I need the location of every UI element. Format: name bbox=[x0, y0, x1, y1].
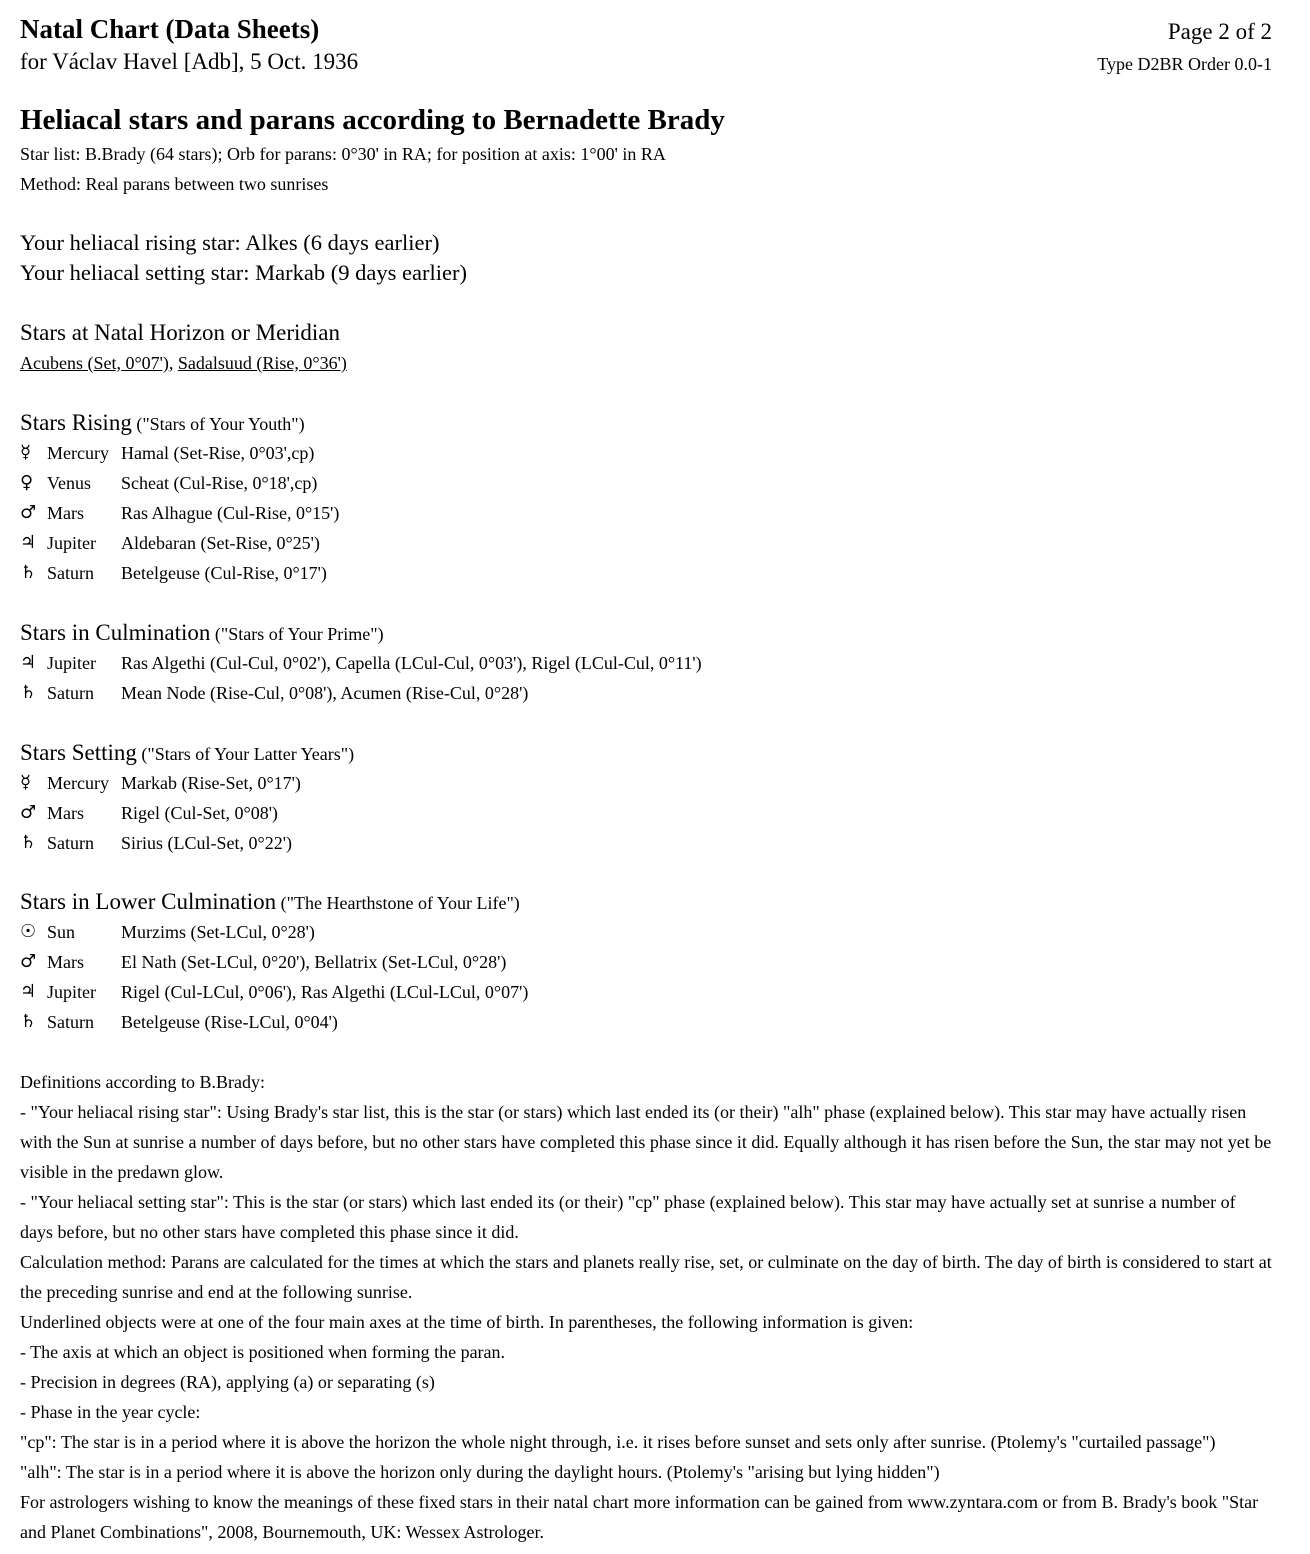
section-title: Stars in Lower Culmination bbox=[20, 889, 277, 914]
definition-line: "alh": The star is in a period where it is above the horizon only during the daylight hours. (Ptolemy's "arising but lying hidden") bbox=[20, 1462, 940, 1482]
star-list-line: Star list: B.Brady (64 stars); Orb for parans: 0°30' in RA; for position at axis: 1°00' in RA bbox=[20, 144, 666, 164]
mars-icon: ♂ bbox=[20, 502, 37, 523]
paran-stars: Ras Alhague (Cul-Rise, 0°15') bbox=[121, 503, 340, 523]
paran-stars: Rigel (Cul-Set, 0°08') bbox=[121, 803, 278, 823]
section-note: ("Stars of Your Prime") bbox=[214, 624, 384, 644]
saturn-icon: ♄ bbox=[20, 1011, 37, 1032]
section-heading bbox=[20, 618, 384, 648]
section-title: Stars in Culmination bbox=[20, 620, 211, 645]
section-heading bbox=[20, 408, 305, 438]
paran-stars: Scheat (Cul-Rise, 0°18',cp) bbox=[121, 473, 318, 493]
horizon-star: Acubens (Set, 0°07') bbox=[20, 353, 169, 373]
horizon-separator: , bbox=[168, 353, 178, 373]
definition-line: Underlined objects were at one of the four main axes at the time of birth. In parentheses, the following information is given: bbox=[20, 1312, 914, 1332]
planet-name: Jupiter bbox=[47, 653, 96, 673]
paran-stars: Hamal (Set-Rise, 0°03',cp) bbox=[121, 443, 315, 463]
mercury-icon: ☿ bbox=[20, 772, 32, 793]
definitions-block bbox=[20, 1067, 1272, 1547]
planet-name: Jupiter bbox=[47, 533, 96, 553]
paran-stars: Markab (Rise-Set, 0°17') bbox=[121, 773, 301, 793]
horizon-heading: Stars at Natal Horizon or Meridian bbox=[20, 320, 340, 345]
planet-name: Saturn bbox=[47, 833, 94, 853]
planet-name: Venus bbox=[47, 473, 91, 493]
planet-name: Mars bbox=[47, 503, 84, 523]
document-subtitle: for Václav Havel [Adb], 5 Oct. 1936 bbox=[20, 49, 359, 74]
planet-name: Jupiter bbox=[47, 982, 96, 1002]
planet-name: Saturn bbox=[47, 563, 94, 583]
section-note: ("Stars of Your Latter Years") bbox=[141, 744, 355, 764]
mars-icon: ♂ bbox=[20, 951, 37, 972]
planet-name: Mars bbox=[47, 952, 84, 972]
horizon-stars bbox=[20, 348, 347, 378]
heliacal-setting-star: Your heliacal setting star: Markab (9 days earlier) bbox=[20, 260, 467, 285]
section-main-title: Heliacal stars and parans according to Bernadette Brady bbox=[20, 104, 725, 136]
saturn-icon: ♄ bbox=[20, 562, 37, 583]
definition-line: "cp": The star is in a period where it is above the horizon the whole night through, i.e. it rises before sunset and sets only after sunrise. (Ptolemy's "curtailed passage") bbox=[20, 1432, 1216, 1452]
jupiter-icon: ♃ bbox=[20, 652, 37, 673]
section-heading bbox=[20, 738, 354, 768]
definition-line: - "Your heliacal rising star": Using Brady's star list, this is the star (or stars) which last ended its (or their) "alh" phase (explained below). This star may have actually risen with the Sun at sunrise a number of days before, but no other stars have completed this phase since it did. Equally although it has risen before the Sun, the star may not yet be visible in the predawn glow. bbox=[20, 1102, 1272, 1182]
section-note: ("Stars of Your Youth") bbox=[136, 414, 305, 434]
planet-name: Mars bbox=[47, 803, 84, 823]
heliacal-rising-star: Your heliacal rising star: Alkes (6 days earlier) bbox=[20, 230, 440, 255]
data-sheet-page bbox=[20, 0, 1272, 1542]
page-header bbox=[20, 0, 1272, 80]
definition-line: For astrologers wishing to know the meanings of these fixed stars in their natal chart more information can be gained from www.zyntara.com or from B. Brady's book "Star and Planet Combinations", 2008, Bournemouth, UK: Wessex Astrologer. bbox=[20, 1492, 1259, 1542]
section-title: Stars Setting bbox=[20, 740, 137, 765]
mercury-icon: ☿ bbox=[20, 442, 32, 463]
paran-stars: Murzims (Set-LCul, 0°28') bbox=[121, 922, 315, 942]
planet-name: Saturn bbox=[47, 683, 94, 703]
page-number: Page 2 of 2 bbox=[1167, 19, 1272, 44]
definition-line: - Precision in degrees (RA), applying (a) or separating (s) bbox=[20, 1372, 435, 1392]
planet-name: Mercury bbox=[47, 443, 109, 463]
venus-icon: ♀ bbox=[20, 472, 34, 493]
section-title: Stars Rising bbox=[20, 410, 132, 435]
paran-stars: Mean Node (Rise-Cul, 0°08'), Acumen (Rise-Cul, 0°28') bbox=[121, 683, 529, 703]
planet-name: Saturn bbox=[47, 1012, 94, 1032]
definition-line: - "Your heliacal setting star": This is the star (or stars) which last ended its (or their) "cp" phase (explained below). This star may have actually set at sunrise a number of days before, but no other stars have completed this phase since it did. bbox=[20, 1192, 1236, 1242]
paran-stars: El Nath (Set-LCul, 0°20'), Bellatrix (Set-LCul, 0°28') bbox=[121, 952, 507, 972]
saturn-icon: ♄ bbox=[20, 832, 37, 853]
method-line: Method: Real parans between two sunrises bbox=[20, 174, 329, 194]
paran-stars: Betelgeuse (Rise-LCul, 0°04') bbox=[121, 1012, 338, 1032]
definitions-heading: Definitions according to B.Brady: bbox=[20, 1072, 265, 1092]
paran-stars: Aldebaran (Set-Rise, 0°25') bbox=[121, 533, 320, 553]
planet-name: Sun bbox=[47, 922, 76, 942]
horizon-star: Sadalsuud (Rise, 0°36') bbox=[177, 353, 347, 373]
type-order: Type D2BR Order 0.0-1 bbox=[1097, 54, 1272, 74]
paran-stars: Rigel (Cul-LCul, 0°06'), Ras Algethi (LCul-LCul, 0°07') bbox=[121, 982, 529, 1002]
mars-icon: ♂ bbox=[20, 802, 37, 823]
section-heading bbox=[20, 887, 520, 917]
jupiter-icon: ♃ bbox=[20, 532, 37, 553]
jupiter-icon: ♃ bbox=[20, 981, 37, 1002]
planet-name: Mercury bbox=[47, 773, 109, 793]
paran-stars: Ras Algethi (Cul-Cul, 0°02'), Capella (LCul-Cul, 0°03'), Rigel (LCul-Cul, 0°11') bbox=[121, 653, 702, 673]
saturn-icon: ♄ bbox=[20, 682, 37, 703]
definition-line: - The axis at which an object is positioned when forming the paran. bbox=[20, 1342, 506, 1362]
definition-line: - Phase in the year cycle: bbox=[20, 1402, 201, 1422]
paran-stars: Sirius (LCul-Set, 0°22') bbox=[121, 833, 292, 853]
section-note: ("The Hearthstone of Your Life") bbox=[280, 893, 520, 913]
document-title: Natal Chart (Data Sheets) bbox=[20, 14, 320, 44]
paran-stars: Betelgeuse (Cul-Rise, 0°17') bbox=[121, 563, 327, 583]
sun-icon: ☉ bbox=[20, 921, 37, 942]
definition-line: Calculation method: Parans are calculated for the times at which the stars and planets really rise, set, or culminate on the day of birth. The day of birth is considered to start at the preceding sunrise and end at the following sunrise. bbox=[20, 1252, 1272, 1302]
